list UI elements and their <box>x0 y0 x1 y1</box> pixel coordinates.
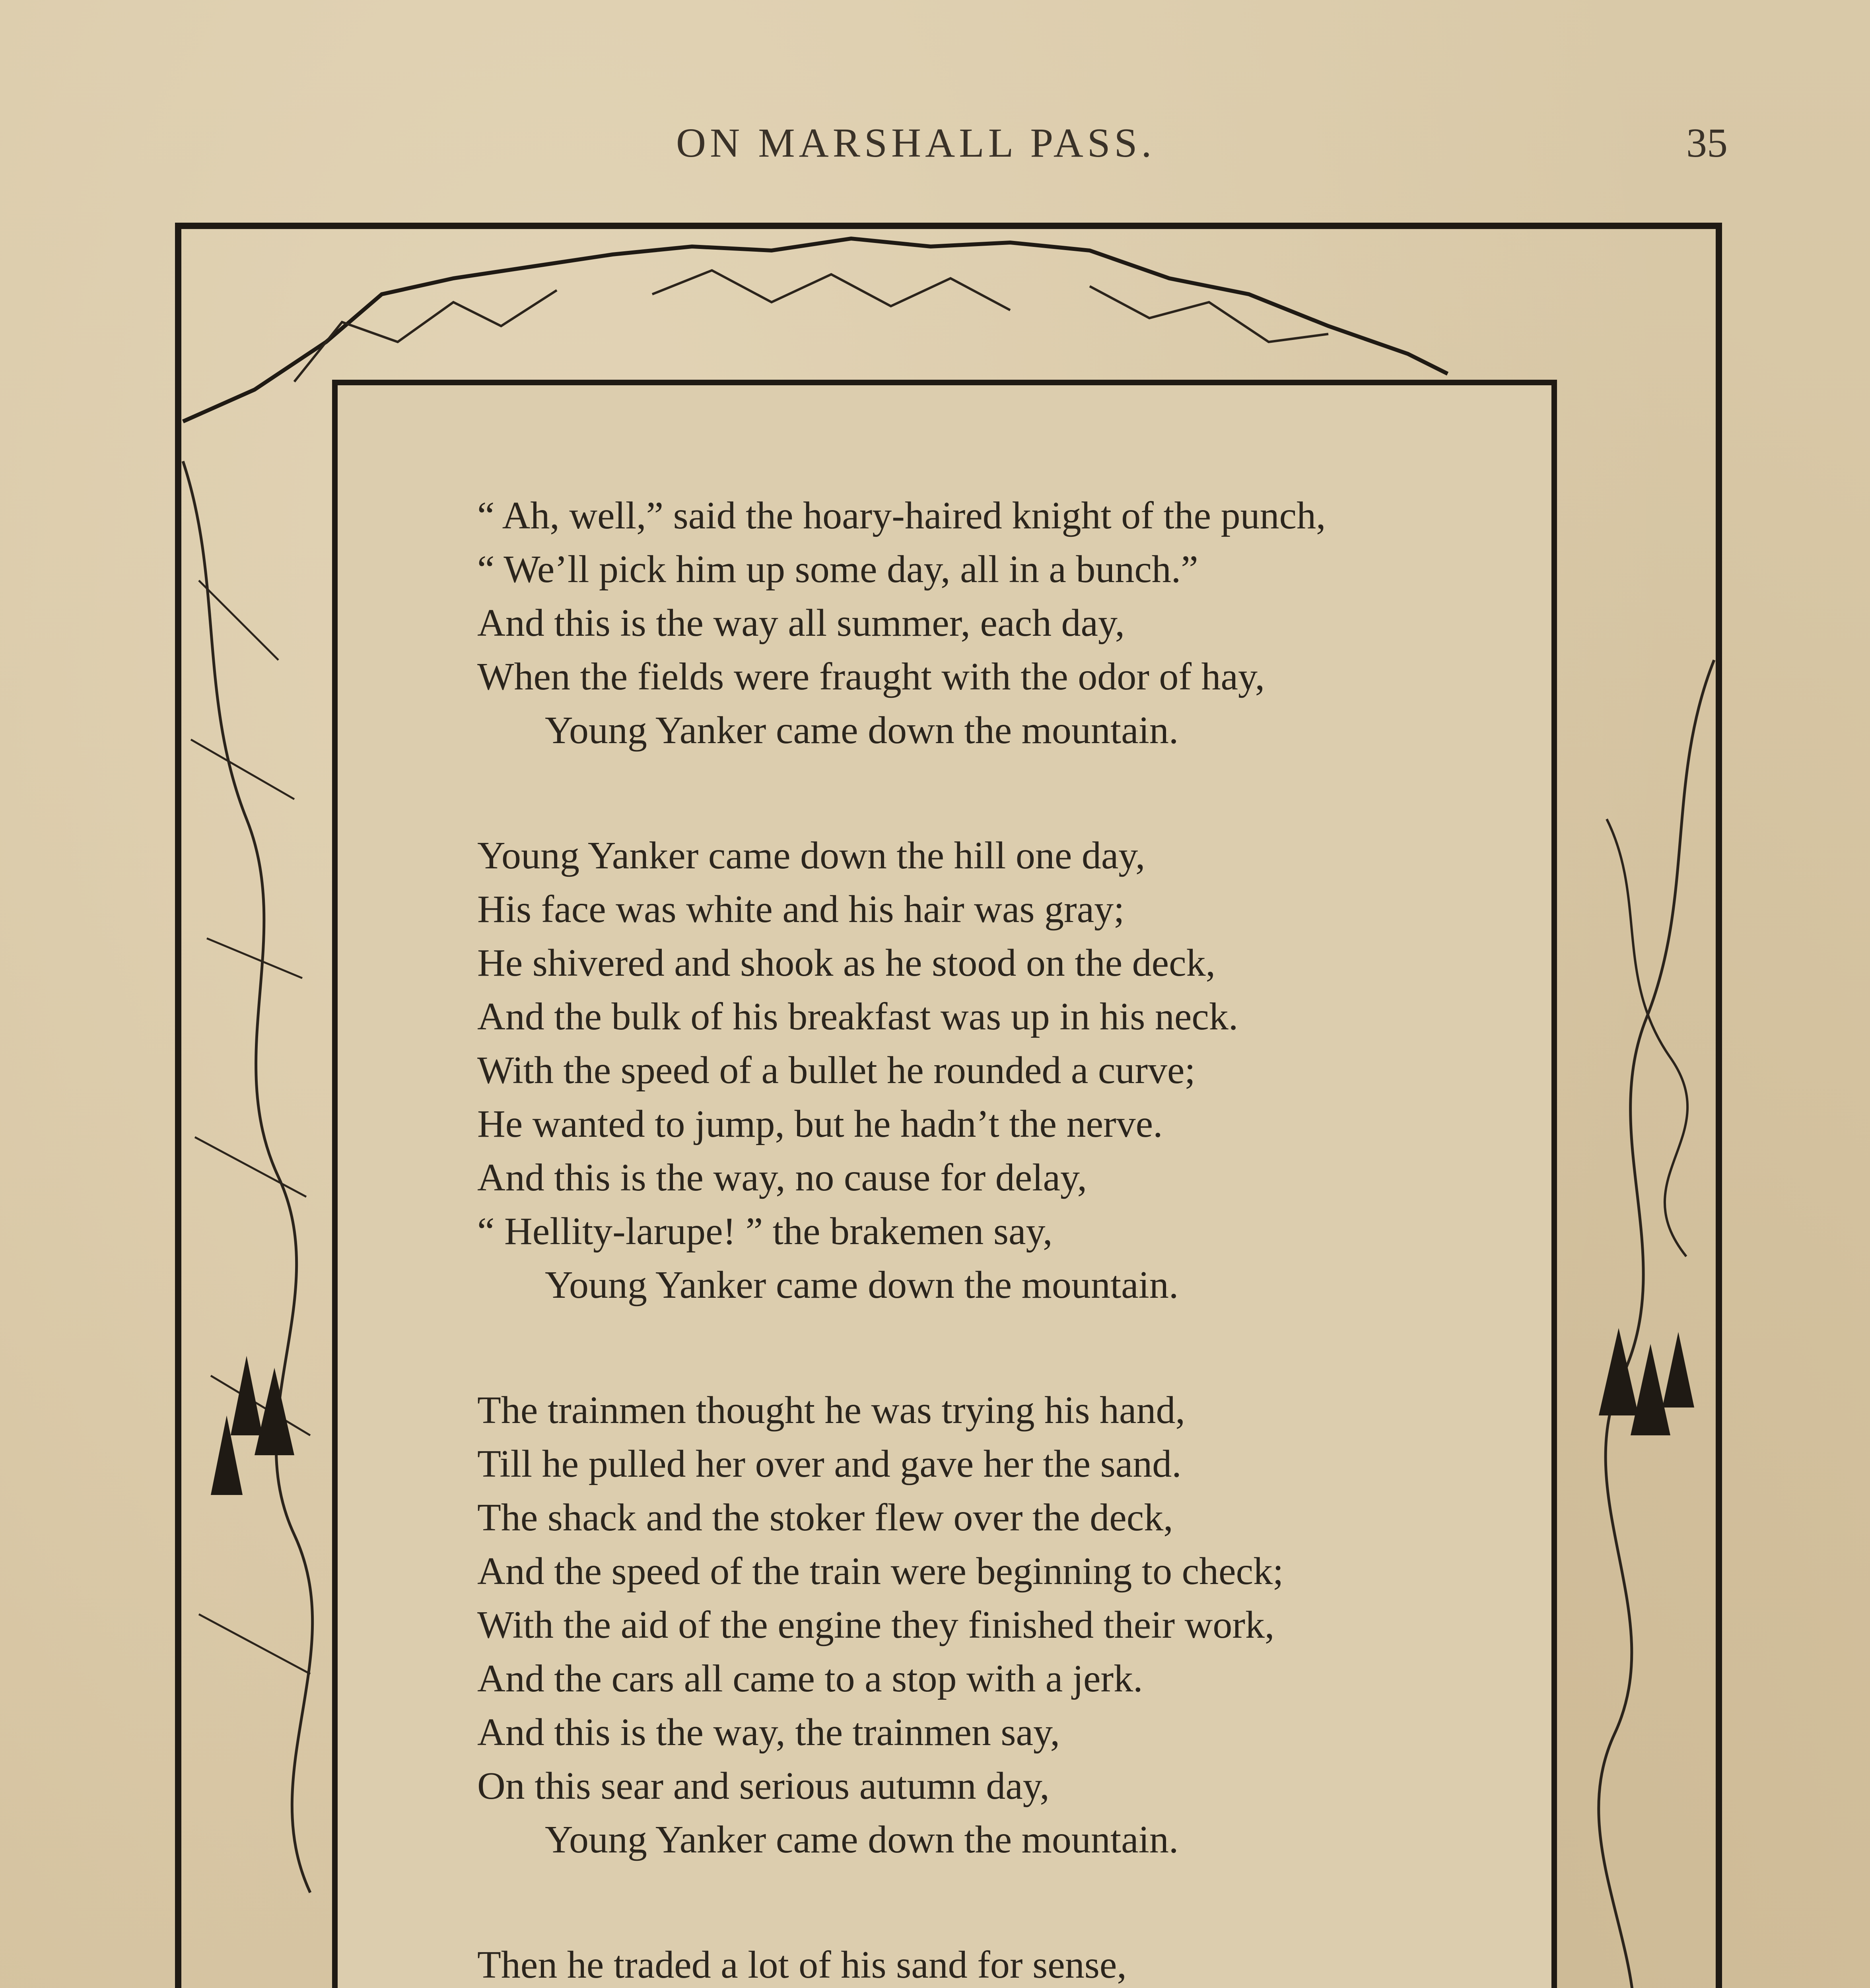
poem-line: And the speed of the train were beginning to check; <box>477 1550 1284 1593</box>
poem-line: The shack and the stoker flew over the deck, <box>477 1496 1173 1539</box>
stanza <box>477 829 1472 1312</box>
poem-line: “ Hellity-larupe! ” the brakemen say, <box>477 1210 1053 1253</box>
page-number: 35 <box>1686 120 1728 166</box>
poem-line: And the bulk of his breakfast was up in his neck. <box>477 995 1238 1038</box>
stanza <box>477 489 1472 757</box>
poem-refrain: Young Yanker came down the mountain. <box>545 709 1179 752</box>
poem-line: “ Ah, well,” said the hoary-haired knight of the punch, <box>477 494 1326 537</box>
poem-line: Then he traded a lot of his sand for sense, <box>477 1943 1127 1986</box>
poem-line: And this is the way all summer, each day, <box>477 602 1125 645</box>
poem-line: Till he pulled her over and gave her the sand. <box>477 1442 1182 1485</box>
poem-refrain: Young Yanker came down the mountain. <box>545 1818 1179 1861</box>
poem-line: His face was white and his hair was gray; <box>477 888 1125 931</box>
poem-line: The trainmen thought he was trying his hand, <box>477 1389 1185 1432</box>
stanza <box>477 1938 1472 1988</box>
stanza <box>477 1384 1472 1867</box>
poem-line: And this is the way, no cause for delay, <box>477 1156 1087 1199</box>
poem <box>477 489 1472 1988</box>
poem-line: With the speed of a bullet he rounded a curve; <box>477 1049 1195 1092</box>
poem-line: When the fields were fraught with the odor of hay, <box>477 655 1265 698</box>
poem-line: “ We’ll pick him up some day, all in a bunch.” <box>477 548 1198 591</box>
poem-line: He wanted to jump, but he hadn’t the nerve. <box>477 1103 1163 1145</box>
poem-line: And this is the way, the trainmen say, <box>477 1711 1060 1754</box>
poem-line: With the aid of the engine they finished their work, <box>477 1604 1275 1646</box>
poem-refrain: Young Yanker came down the mountain. <box>545 1264 1179 1307</box>
poem-line: On this sear and serious autumn day, <box>477 1765 1050 1807</box>
poem-line: Young Yanker came down the hill one day, <box>477 834 1145 877</box>
poem-line: And the cars all came to a stop with a jerk. <box>477 1657 1143 1700</box>
poem-line: He shivered and shook as he stood on the deck, <box>477 942 1216 984</box>
running-title: ON MARSHALL PASS. <box>676 120 1156 166</box>
